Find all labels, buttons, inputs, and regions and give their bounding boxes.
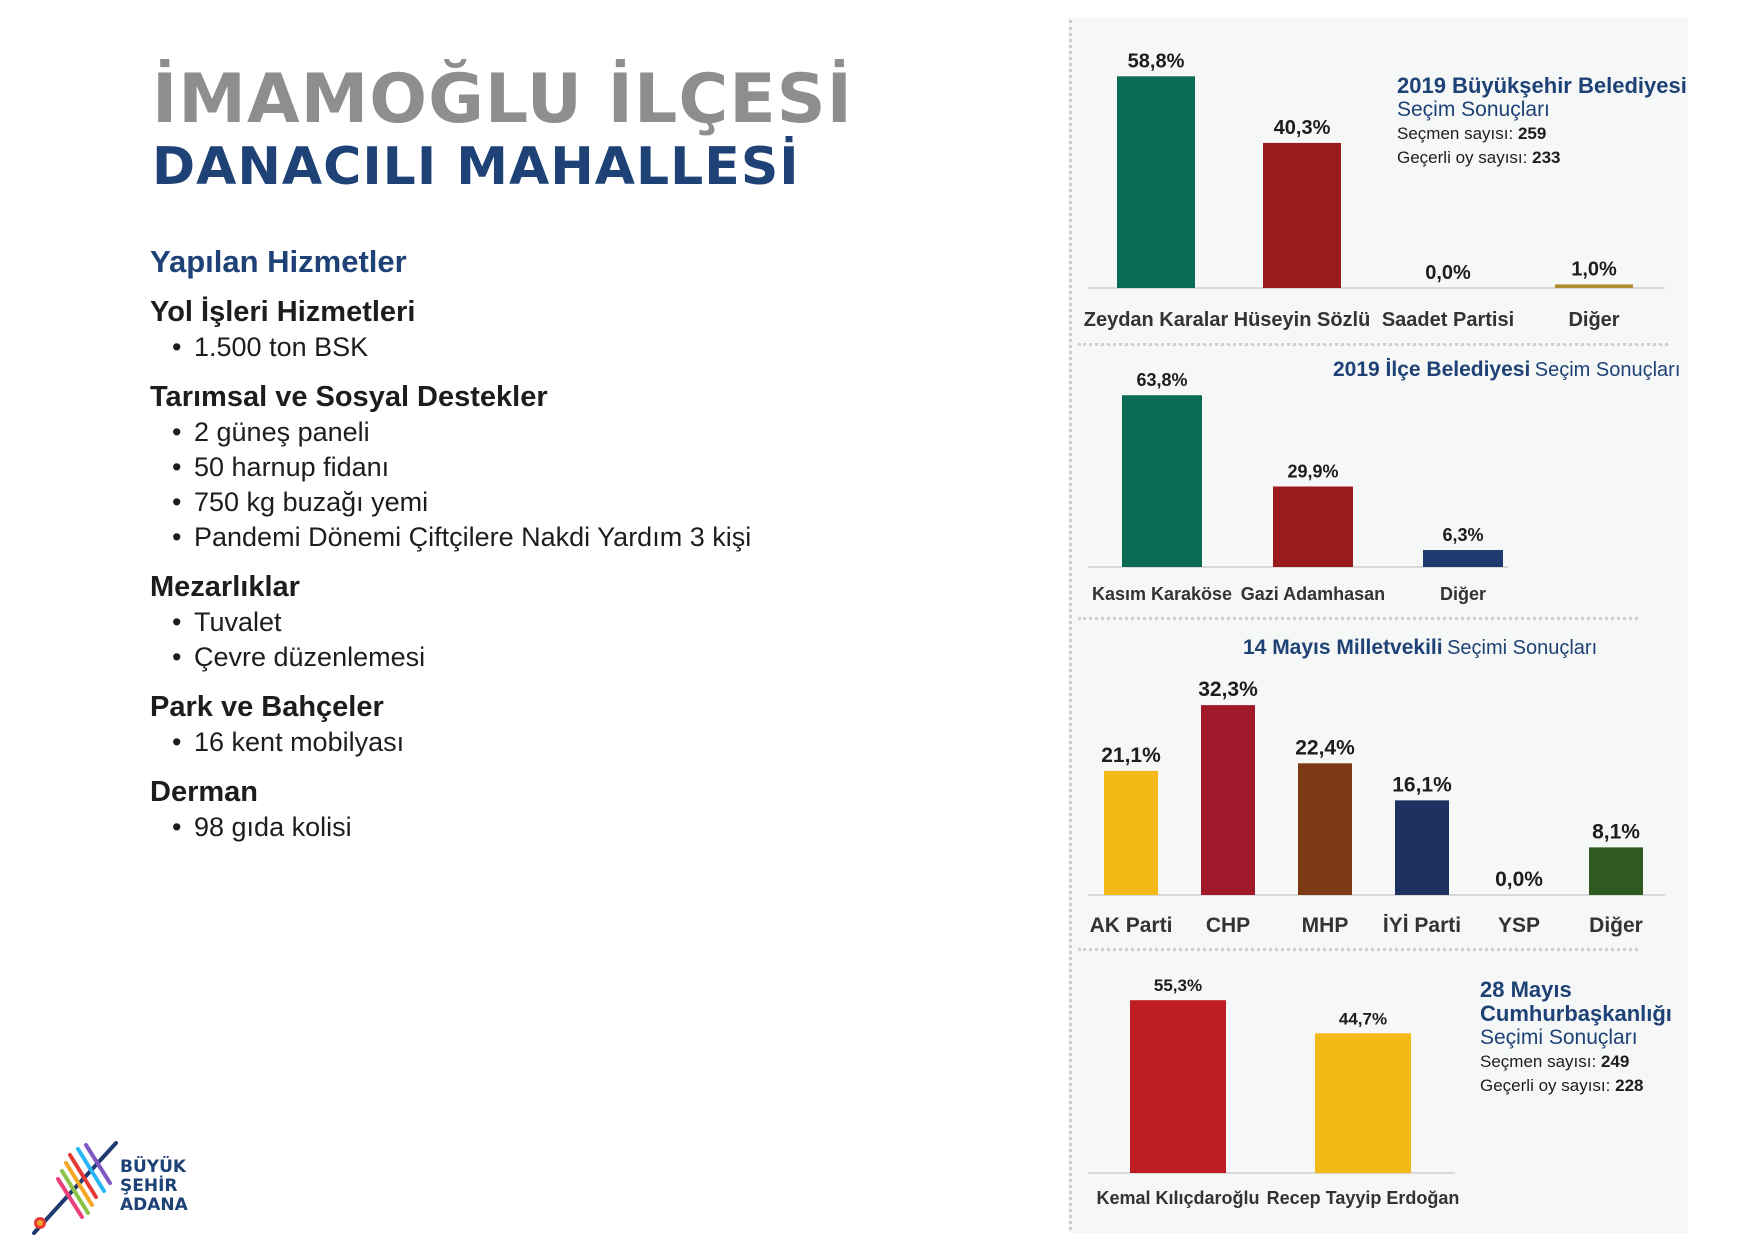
chart4-title-bold: 28 Mayıs [1480, 977, 1572, 1002]
logo-text-line: ŞEHİR [120, 1176, 178, 1196]
bar-value-label: 44,7% [1338, 1009, 1388, 1029]
category-label: Diğer [1568, 309, 1620, 331]
category-label: MHP [1301, 914, 1349, 937]
bar-value-label: 22,4% [1295, 736, 1355, 760]
service-item: • Pandemi Dönemi Çiftçilere Nakdi Yardım 3 kişi [172, 520, 910, 555]
voters-label: Seçmen sayısı: [1480, 1052, 1597, 1071]
category-label: Kasım Karaköse [1091, 584, 1233, 604]
bar-value-label: 55,3% [1153, 976, 1203, 996]
logo-text-line: BÜYÜK [120, 1157, 187, 1177]
chart2-title-normal: Seçim Sonuçları [1534, 359, 1681, 381]
category-label: Zeydan Karalar [1083, 309, 1229, 331]
bar-parliament-2023-5 [1589, 847, 1643, 895]
category-label: Diğer [1589, 914, 1643, 937]
category-title: Mezarlıklar [150, 571, 300, 603]
voters-value: 259 [1517, 124, 1547, 143]
bar-metro-2019-0 [1117, 76, 1195, 288]
bar-district-2019-1 [1273, 487, 1353, 568]
bar-value-label: 32,3% [1198, 678, 1258, 702]
bar-parliament-2023-0 [1104, 771, 1158, 895]
service-item: • 1.500 ton BSK [172, 330, 910, 365]
service-item: • 98 gıda kolisi [172, 810, 910, 845]
bar-value-label: 16,1% [1392, 773, 1452, 797]
valid-label: Geçerli oy sayısı: [1397, 148, 1528, 167]
bar-value-label: 29,9% [1287, 461, 1339, 482]
chart-parliament-2023 [1088, 678, 1665, 937]
services-title: Yapılan Hizmetler [150, 244, 407, 279]
chart2-title-bold: 2019 İlçe Belediyesi [1333, 358, 1531, 381]
logo-text-line: ADANA [120, 1195, 188, 1215]
category-label: AK Parti [1089, 914, 1173, 937]
bar-presidential-2023-0 [1130, 1000, 1226, 1173]
service-item: • 750 kg buzağı yemi [172, 485, 910, 520]
bar-district-2019-2 [1423, 550, 1503, 567]
bar-metro-2019-1 [1263, 143, 1341, 288]
bar-parliament-2023-1 [1201, 705, 1255, 895]
chart3-title-normal: Seçimi Sonuçları [1447, 637, 1598, 659]
category-label: Hüseyin Sözlü [1233, 309, 1371, 331]
bar-value-label: 0,0% [1425, 262, 1471, 284]
category-label: YSP [1497, 914, 1541, 937]
valid-value: 233 [1532, 148, 1561, 167]
bar-value-label: 8,1% [1592, 820, 1640, 844]
page-title-district: İMAMOĞLU İLÇESİ [152, 60, 853, 139]
category-title: Park ve Bahçeler [150, 691, 384, 723]
chart4-title-normal: Seçimi Sonuçları [1480, 1026, 1638, 1049]
bar-district-2019-0 [1122, 395, 1202, 567]
bar-parliament-2023-2 [1298, 763, 1352, 895]
chart-district-2019 [1088, 370, 1508, 604]
bar-metro-2019-3 [1555, 284, 1633, 288]
category-title: Yol İşleri Hizmetleri [150, 296, 416, 328]
bar-value-label: 58,8% [1127, 50, 1185, 73]
category-label: Recep Tayyip Erdoğan [1266, 1188, 1460, 1208]
chart3-title-bold: 14 Mayıs Milletvekili [1243, 636, 1443, 659]
service-item: • Tuvalet [172, 605, 910, 640]
bar-value-label: 40,3% [1273, 116, 1331, 139]
bar-value-label: 1,0% [1571, 258, 1617, 281]
category-label: CHP [1205, 914, 1251, 937]
bar-parliament-2023-3 [1395, 800, 1449, 895]
chart1-title-normal: Seçim Sonuçları [1397, 98, 1550, 121]
voters-label: Seçmen sayısı: [1397, 124, 1514, 143]
category-title: Tarımsal ve Sosyal Destekler [150, 381, 548, 413]
page-title-neighborhood: DANACILI MAHALLESİ [152, 137, 800, 197]
chart-presidential-2023 [1088, 976, 1459, 1208]
service-item: • 16 kent mobilyası [172, 725, 910, 760]
service-item: • 2 güneş paneli [172, 415, 910, 450]
chart-metro-2019 [1084, 50, 1665, 331]
bar-value-label: 21,1% [1101, 743, 1161, 767]
bar-value-label: 6,3% [1442, 525, 1484, 546]
valid-label: Geçerli oy sayısı: [1480, 1076, 1611, 1095]
category-label: Gazi Adamhasan [1240, 584, 1386, 604]
service-item: • 50 harnup fidanı [172, 450, 910, 485]
bar-value-label: 0,0% [1495, 868, 1543, 891]
category-label: Diğer [1439, 584, 1487, 604]
bar-presidential-2023-1 [1315, 1033, 1411, 1173]
chart1-title-bold: 2019 Büyükşehir Belediyesi [1397, 73, 1687, 98]
category-label: İYİ Parti [1382, 914, 1462, 937]
valid-value: 228 [1615, 1076, 1644, 1095]
voters-value: 249 [1600, 1052, 1630, 1071]
category-label: Saadet Partisi [1381, 309, 1515, 331]
category-label: Kemal Kılıçdaroğlu [1096, 1188, 1260, 1208]
chart4-title-bold: Cumhurbaşkanlığı [1480, 1001, 1672, 1026]
bar-value-label: 63,8% [1136, 370, 1188, 391]
service-item: • Çevre düzenlemesi [172, 640, 910, 675]
category-title: Derman [150, 776, 258, 808]
